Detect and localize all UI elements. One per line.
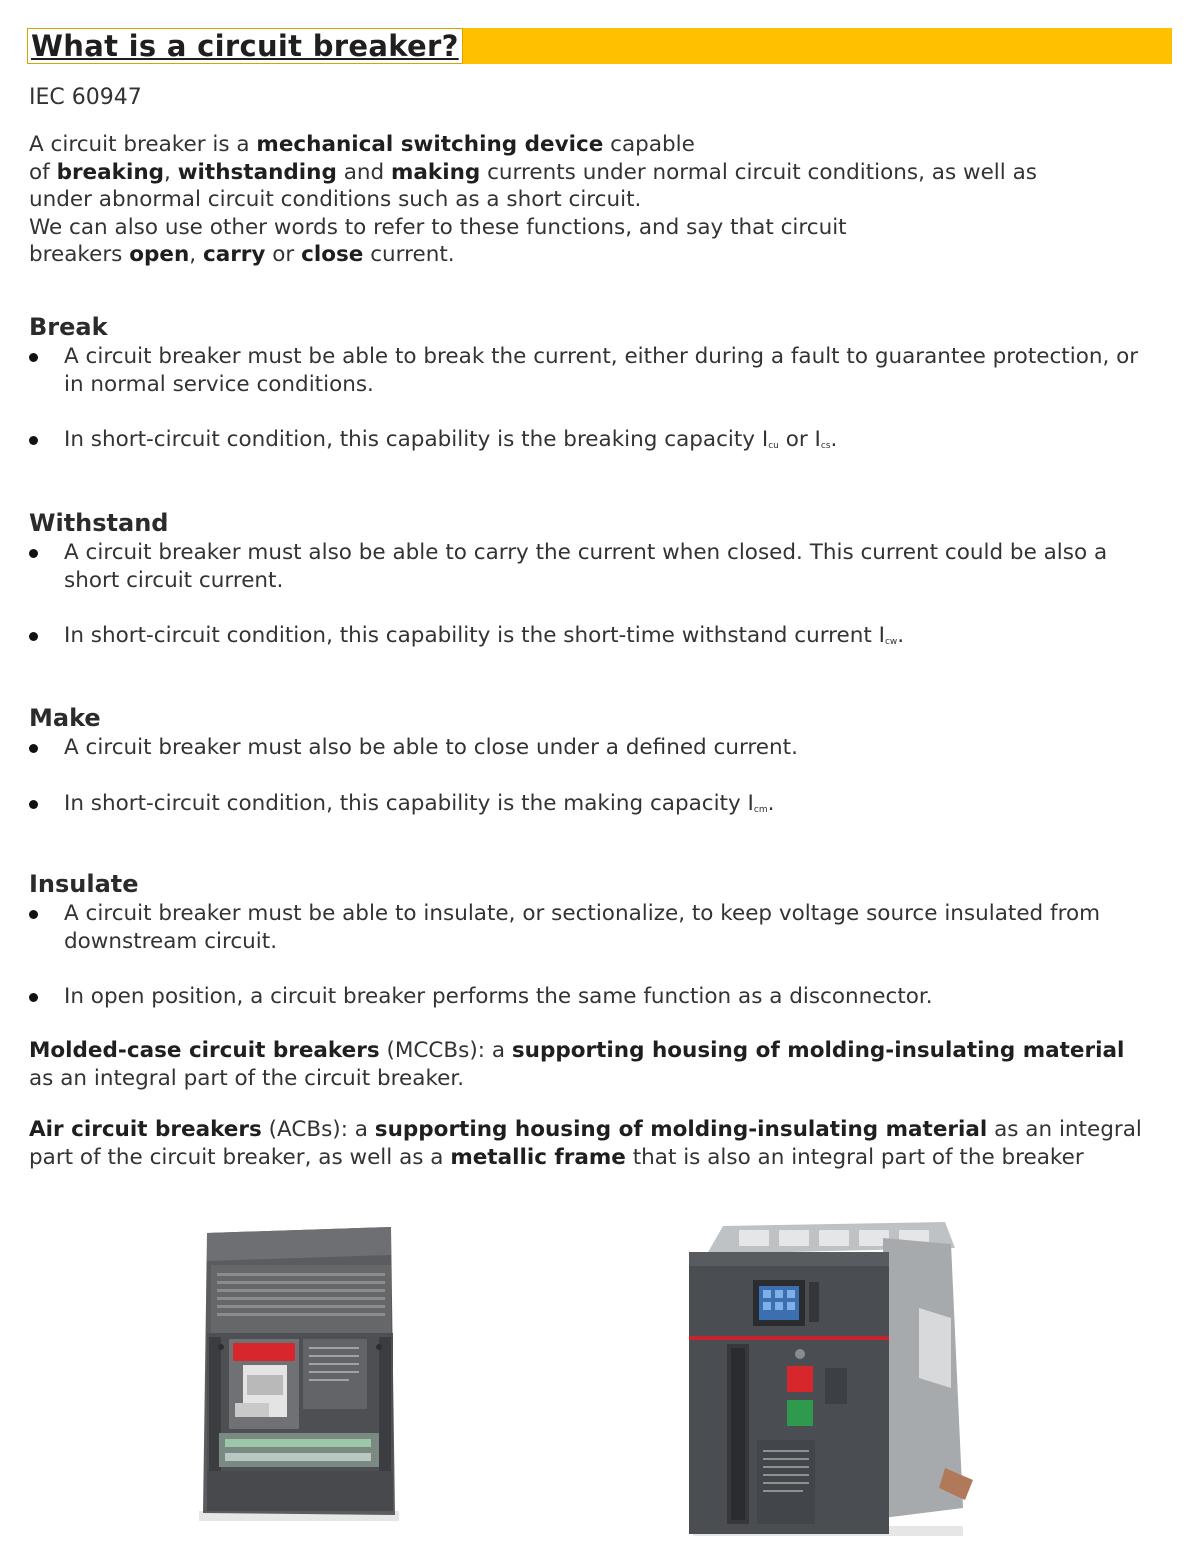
bullet-icon	[29, 353, 38, 362]
bullet-icon	[29, 800, 38, 809]
list-item: A circuit breaker must be able to insulate, or sectionalize, to keep voltage source insulated from downstream circuit.	[29, 900, 1159, 955]
list-item: A circuit breaker must also be able to carry the current when closed. This current could be also a short circuit current.	[29, 539, 1159, 594]
intro-line-1: A circuit breaker is a mechanical switching device capable	[29, 132, 695, 157]
bullet-icon	[29, 744, 38, 753]
acb-paragraph: Air circuit breakers (ACBs): a supporting housing of molding-insulating material as an integral part of the circuit breaker, as well as a metallic frame that is also an integral part of the breaker	[29, 1117, 1142, 1170]
title-bar	[27, 28, 1172, 64]
intro-line-2: of breaking, withstanding and making currents under normal circuit conditions, as well as	[29, 159, 1037, 185]
list-item: A circuit breaker must also be able to close under a defined current.	[29, 734, 1159, 762]
intro-line-5: breakers open, carry or close current.	[29, 242, 455, 267]
mccb-breaker-image	[195, 1215, 405, 1523]
list-item: In short-circuit condition, this capability is the making capacity $I_{cm}$.	[29, 790, 1159, 825]
break-list	[29, 343, 1159, 461]
page-title: What is a circuit breaker?	[27, 28, 463, 64]
break-heading: Break	[29, 313, 108, 341]
make-heading: Make	[29, 704, 101, 732]
list-item: A circuit breaker must be able to break the current, either during a fault to guarantee protection, or in normal service conditions.	[29, 343, 1159, 398]
withstand-list	[29, 539, 1159, 657]
bullet-icon	[29, 993, 38, 1002]
bullet-icon	[29, 910, 38, 919]
standard-label: IEC 60947	[29, 85, 142, 110]
make-list	[29, 734, 1159, 824]
bullet-icon	[29, 436, 38, 445]
list-item: In open position, a circuit breaker performs the same function as a disconnector.	[29, 983, 1159, 1011]
list-item: In short-circuit condition, this capability is the short-time withstand current $I_{cw}$.	[29, 622, 1159, 657]
bullet-icon	[29, 549, 38, 558]
mccb-paragraph: Molded-case circuit breakers (MCCBs): a supporting housing of molding-insulating material as an integral part of the circuit breaker.	[29, 1038, 1125, 1091]
withstand-heading: Withstand	[29, 509, 169, 537]
intro-paragraph	[29, 131, 1179, 269]
insulate-list	[29, 900, 1159, 1011]
intro-line-3: under abnormal circuit conditions such as a short circuit.	[29, 187, 642, 212]
intro-line-4: We can also use other words to refer to these functions, and say that circuit	[29, 214, 847, 240]
acb-breaker-image	[683, 1218, 973, 1538]
list-item: In short-circuit condition, this capability is the breaking capacity $I_{cu}$ or $I_{cs}$.	[29, 426, 1159, 461]
insulate-heading: Insulate	[29, 870, 139, 898]
bullet-icon	[29, 632, 38, 641]
